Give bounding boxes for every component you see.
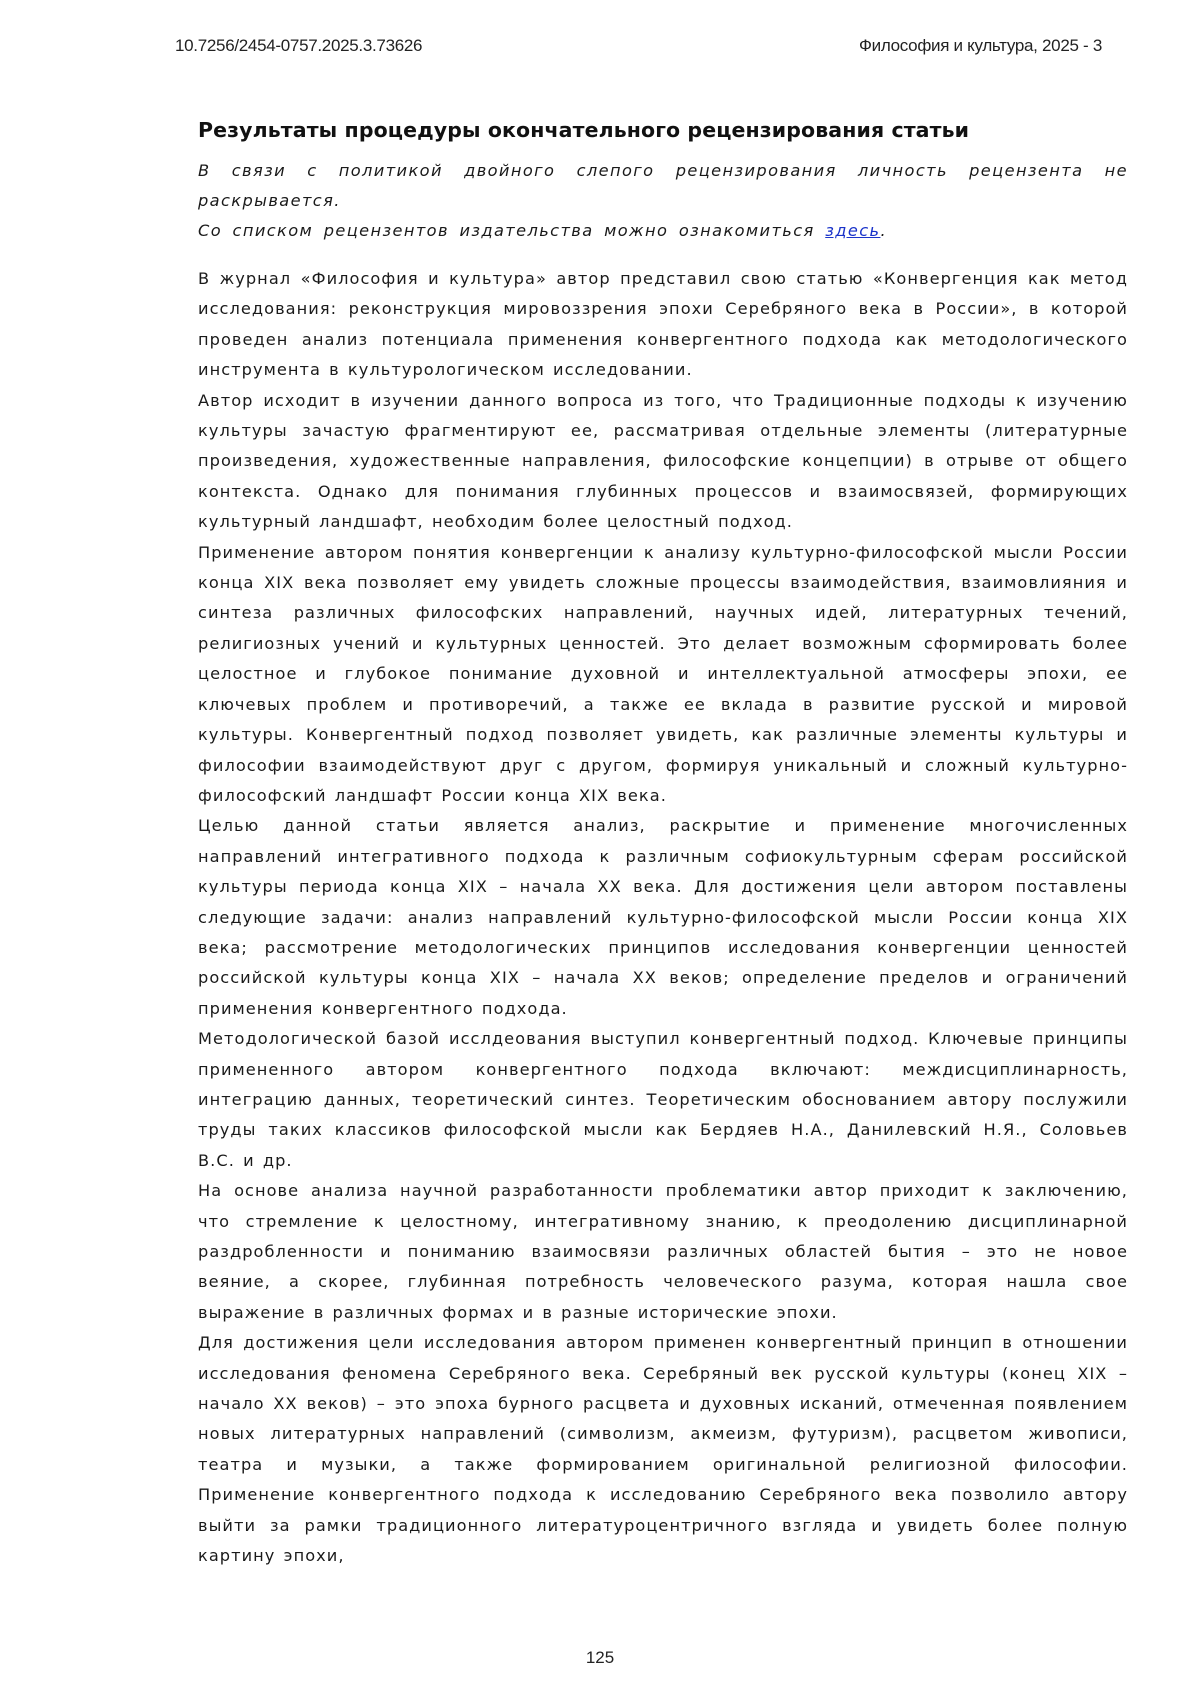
page-number: 125 <box>0 1648 1200 1668</box>
review-paragraph: Целью данной статьи является анализ, раскрытие и применение многочисленных направлений интегративного подхода к различным софиокультурным сферам российской культуры периода конца XIX – начала XX века. Для достижения цели автором поставлены следующие задачи: анализ направлений культурно-философской мысли России конца XIX века; рассмотрение методологических принципов исследования конвергенции ценностей российской культуры конца XIX – начала XX веков; определение пределов и ограничений применения конвергентного подхода. <box>198 811 1128 1024</box>
review-policy-notice <box>198 156 1128 246</box>
review-paragraph: Методологической базой исслдеования выступил конвергентный подход. Ключевые принципы примененного автором конвергентного подхода включают: междисциплинарность, интеграцию данных, теоретический синтез. Теоретическим обоснованием автору послужили труды таких классиков философской мысли как Бердяев Н.А., Данилевский Н.Я., Соловьев В.С. и др. <box>198 1024 1128 1176</box>
running-header <box>175 36 1102 56</box>
review-paragraph: В журнал «Философия и культура» автор представил свою статью «Конвергенция как метод исследования: реконструкция мировоззрения эпохи Серебряного века в России», в которой проведен анализ потенциала применения конвергентного подхода как методологического инструмента в культурологическом исследовании. <box>198 264 1128 386</box>
journal-issue-label: Философия и культура, 2025 - 3 <box>859 36 1102 56</box>
notice-line-1: В связи с политикой двойного слепого рецензирования личность рецензента не раскрывается. <box>198 161 1128 210</box>
review-paragraph: Применение автором понятия конвергенции к анализу культурно-философской мысли России конца XIX века позволяет ему увидеть сложные процессы взаимодействия, взаимовлияния и синтеза различных философских направлений, научных идей, литературных течений, религиозных учений и культурных ценностей. Это делает возможным сформировать более целостное и глубокое понимание духовной и интеллектуальной атмосферы эпохи, ее ключевых проблем и противоречий, а также ее вклада в развитие русской и мировой культуры. Конвергентный подход позволяет увидеть, как различные элементы культуры и философии взаимодействуют друг с другом, формируя уникальный и сложный культурно-философский ландшафт России конца XIX века. <box>198 538 1128 812</box>
notice-line-2-suffix: . <box>880 221 887 240</box>
review-paragraph: Для достижения цели исследования автором применен конвергентный принцип в отношении исследования феномена Серебряного века. Серебряный век русской культуры (конец XIX – начало XX веков) – это эпоха бурного расцвета и духовных исканий, отмеченная появлением новых литературных направлений (символизм, акмеизм, футуризм), расцветом живописи, театра и музыки, а также формированием оригинальной религиозной философии. Применение конвергентного подхода к исследованию Серебряного века позволило автору выйти за рамки традиционного литературоцентричного взгляда и увидеть более полную картину эпохи, <box>198 1328 1128 1571</box>
article-content <box>198 118 1128 1571</box>
notice-line-2-prefix: Со списком рецензентов издательства можно ознакомиться <box>198 221 825 240</box>
review-paragraph: На основе анализа научной разработанности проблематики автор приходит к заключению, что стремление к целостному, интегративному знанию, к преодолению дисциплинарной раздробленности и пониманию взаимосвязи различных областей бытия – это не новое веяние, а скорее, глубинная потребность человеческого разума, которая нашла свое выражение в различных формах и в разные исторические эпохи. <box>198 1176 1128 1328</box>
section-title: Результаты процедуры окончательного рецензирования статьи <box>198 118 1128 142</box>
reviewers-list-link[interactable]: здесь <box>825 221 880 240</box>
review-paragraph: Автор исходит в изучении данного вопроса из того, что Традиционные подходы к изучению культуры зачастую фрагментируют ее, рассматривая отдельные элементы (литературные произведения, художественные направления, философские концепции) в отрыве от общего контекста. Однако для понимания глубинных процессов и взаимосвязей, формирующих культурный ландшафт, необходим более целостный подход. <box>198 386 1128 538</box>
review-body <box>198 264 1128 1571</box>
doi-label: 10.7256/2454-0757.2025.3.73626 <box>175 36 422 56</box>
